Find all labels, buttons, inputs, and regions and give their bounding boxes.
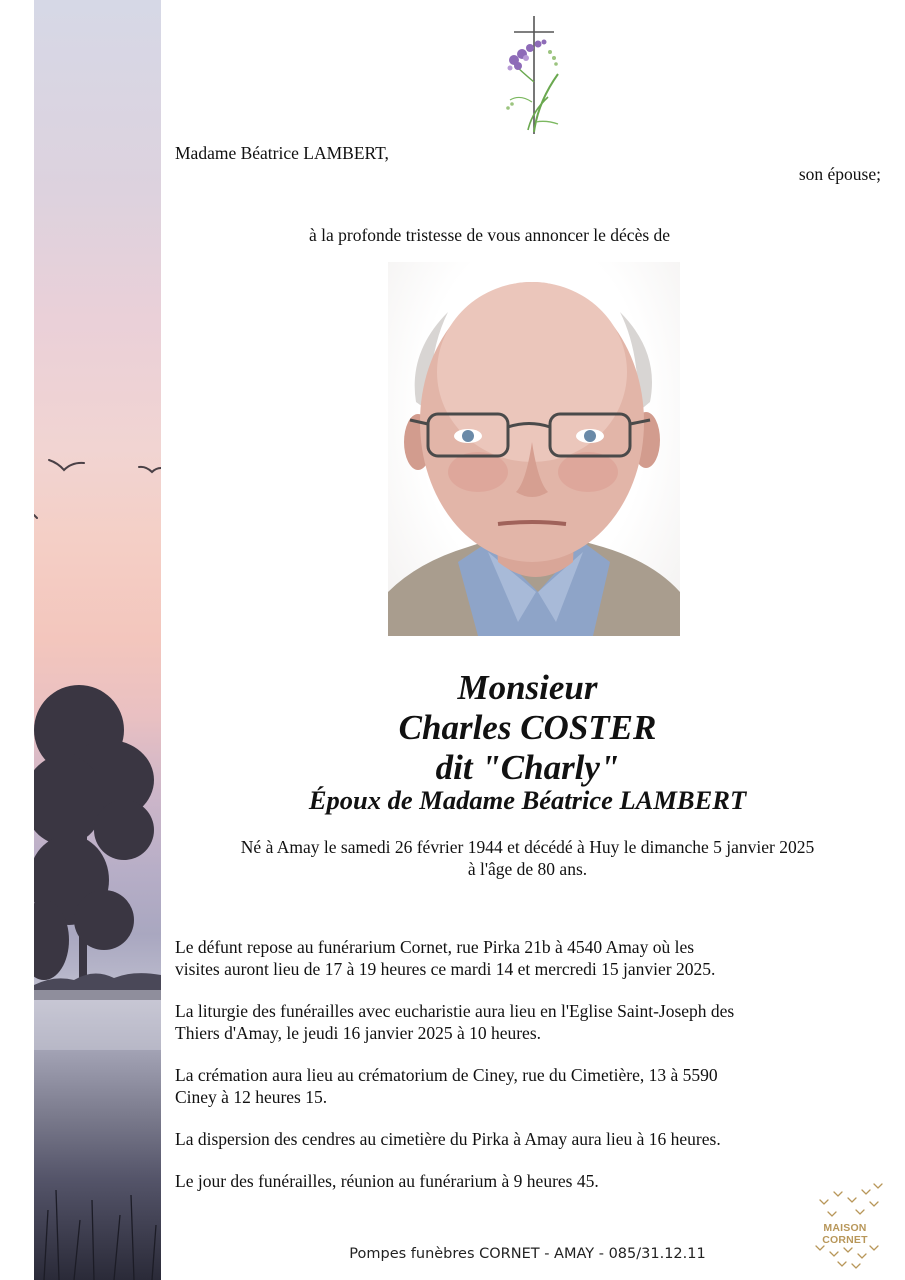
deceased-name: Charles COSTER (398, 708, 657, 747)
detail-gathering-line: Le jour des funérailles, réunion au funérarium à 9 heures 45. (175, 1171, 599, 1191)
nickname: dit "Charly" (435, 748, 620, 787)
decorative-side-band (34, 0, 161, 1280)
tree-icon (34, 685, 154, 990)
honorific-title: Monsieur (457, 668, 598, 707)
age-line: à l'âge de 80 ans. (467, 859, 588, 879)
detail-repose-line-2: visites auront lieu de 17 à 19 heures ce mardi 14 et mercredi 15 janvier 2025. (175, 959, 716, 979)
spouse-line: Époux de Madame Béatrice LAMBERT (308, 785, 747, 815)
maison-cornet-logo (800, 1178, 890, 1270)
portrait-photo (388, 262, 680, 636)
announcer-name: Madame Béatrice LAMBERT, (175, 143, 389, 163)
detail-repose-line-1: Le défunt repose au funérarium Cornet, rue Pirka 21b à 4540 Amay où les (175, 937, 695, 957)
birth-death-line: Né à Amay le samedi 26 février 1944 et décédé à Huy le dimanche 5 janvier 2025 (240, 837, 815, 857)
footer-contact: Pompes funèbres CORNET - AMAY - 085/31.12.11 (349, 1246, 706, 1262)
detail-cremation-line-2: Ciney à 12 heures 15. (175, 1087, 328, 1107)
detail-liturgy-line-1: La liturgie des funérailles avec eucharistie aura lieu en l'Eglise Saint-Joseph des (175, 1001, 735, 1021)
logo-text: MAISON CORNET (822, 1222, 868, 1246)
relation-text: son épouse; (798, 164, 881, 184)
detail-liturgy-line-2: Thiers d'Amay, le jeudi 16 janvier 2025 à 10 heures. (175, 1023, 542, 1043)
grass-icon (44, 1190, 156, 1280)
birds-icon (34, 460, 161, 518)
detail-dispersion-line: La dispersion des cendres au cimetière du Pirka à Amay aura lieu à 16 heures. (175, 1129, 721, 1149)
cross-with-flower-icon (498, 12, 568, 138)
announcement-text: à la profonde tristesse de vous annoncer le décès de (309, 225, 671, 245)
detail-cremation-line-1: La crémation aura lieu au crématorium de Ciney, rue du Cimetière, 13 à 5590 (175, 1065, 718, 1085)
